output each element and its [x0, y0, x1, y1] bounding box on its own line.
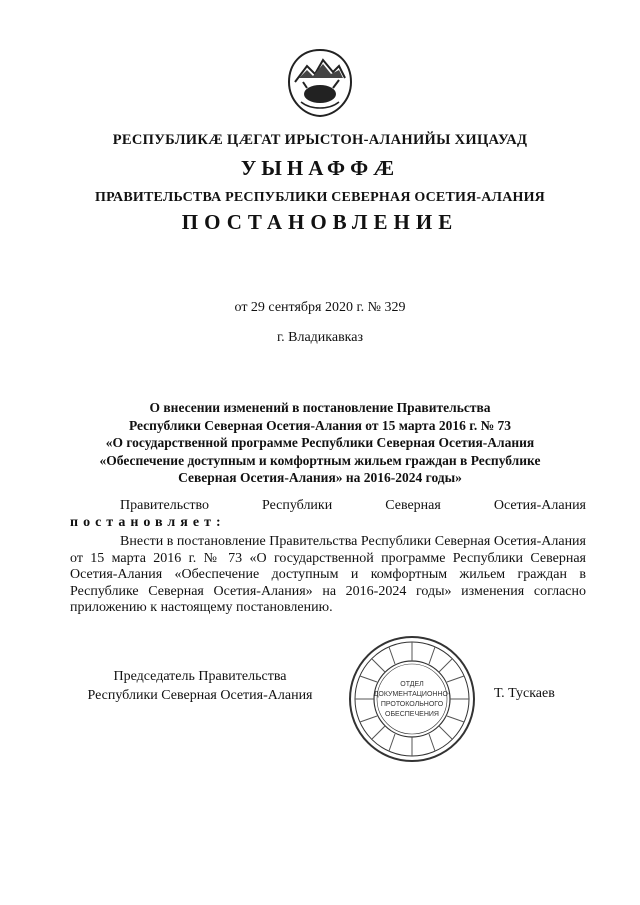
subject-line: Республики Северная Осетия-Алания от 15 марта 2016 г. № 73 [128, 417, 512, 433]
header-decree-title: ПОСТАНОВЛЕНИЕ [181, 210, 459, 234]
subject-line: «О государственной программе Республики Северная Осетия-Алания [105, 435, 535, 450]
header-ossetian-government: РЕСПУБЛИКÆ ЦÆГАТ ИРЫСТОН-АЛАНИЙЫ ХИЦАУАД [112, 132, 528, 148]
header-ossetian-decree: УЫНАФФÆ [240, 156, 400, 180]
seal-text-line: ОБЕСПЕЧЕНИЯ [385, 711, 439, 718]
opening-word: Республики [261, 498, 333, 513]
decree-body-paragraph: Внести в постановление Правительства Республики Северная Осетия-Алания от 15 марта 2016 г. № 73 «О государственной программе Республики Северная Осетия-Алания «Обеспечение доступным и комфортным жильем граждан в Республике Северная Осетия-Алания» на 2016-2024 годы» изменения согласно приложению к настоящему постановлению. [70, 534, 586, 615]
signatory-position-line: Республики Северная Осетия-Алания [87, 688, 313, 703]
opening-word: Северная [385, 498, 441, 513]
seal-text-line: ДОКУМЕНТАЦИОННО- [373, 691, 451, 698]
subject-line: Северная Осетия-Алания» на 2016-2024 годы» [178, 470, 462, 485]
decree-resolves: постановляет: [70, 515, 226, 530]
seal-inner-text [360, 680, 464, 720]
seal-text-line: ПРОТОКОЛЬНОГО [380, 701, 444, 708]
subject-line: «Обеспечение доступным и комфортным жильем граждан в Республике [99, 452, 541, 468]
coat-of-arms-emblem [287, 48, 353, 118]
header-government: ПРАВИТЕЛЬСТВА РЕСПУБЛИКИ СЕВЕРНАЯ ОСЕТИЯ-АЛАНИЯ [94, 190, 545, 205]
date-number-line: от 29 сентября 2020 г. № 329 [234, 300, 406, 315]
decree-opening-line [70, 498, 586, 514]
opening-word: Правительство [120, 498, 209, 513]
signatory-name: Т. Тускаев [494, 686, 555, 701]
signatory-position-line: Председатель Правительства [113, 669, 287, 684]
subject-line: О внесении изменений в постановление Правительства [149, 400, 491, 415]
decree-subject [70, 399, 570, 487]
city-line: г. Владикавказ [276, 330, 364, 345]
opening-word: Осетия-Алания [493, 498, 586, 513]
seal-text-line: ОТДЕЛ [400, 681, 424, 688]
signatory-position [70, 667, 330, 705]
